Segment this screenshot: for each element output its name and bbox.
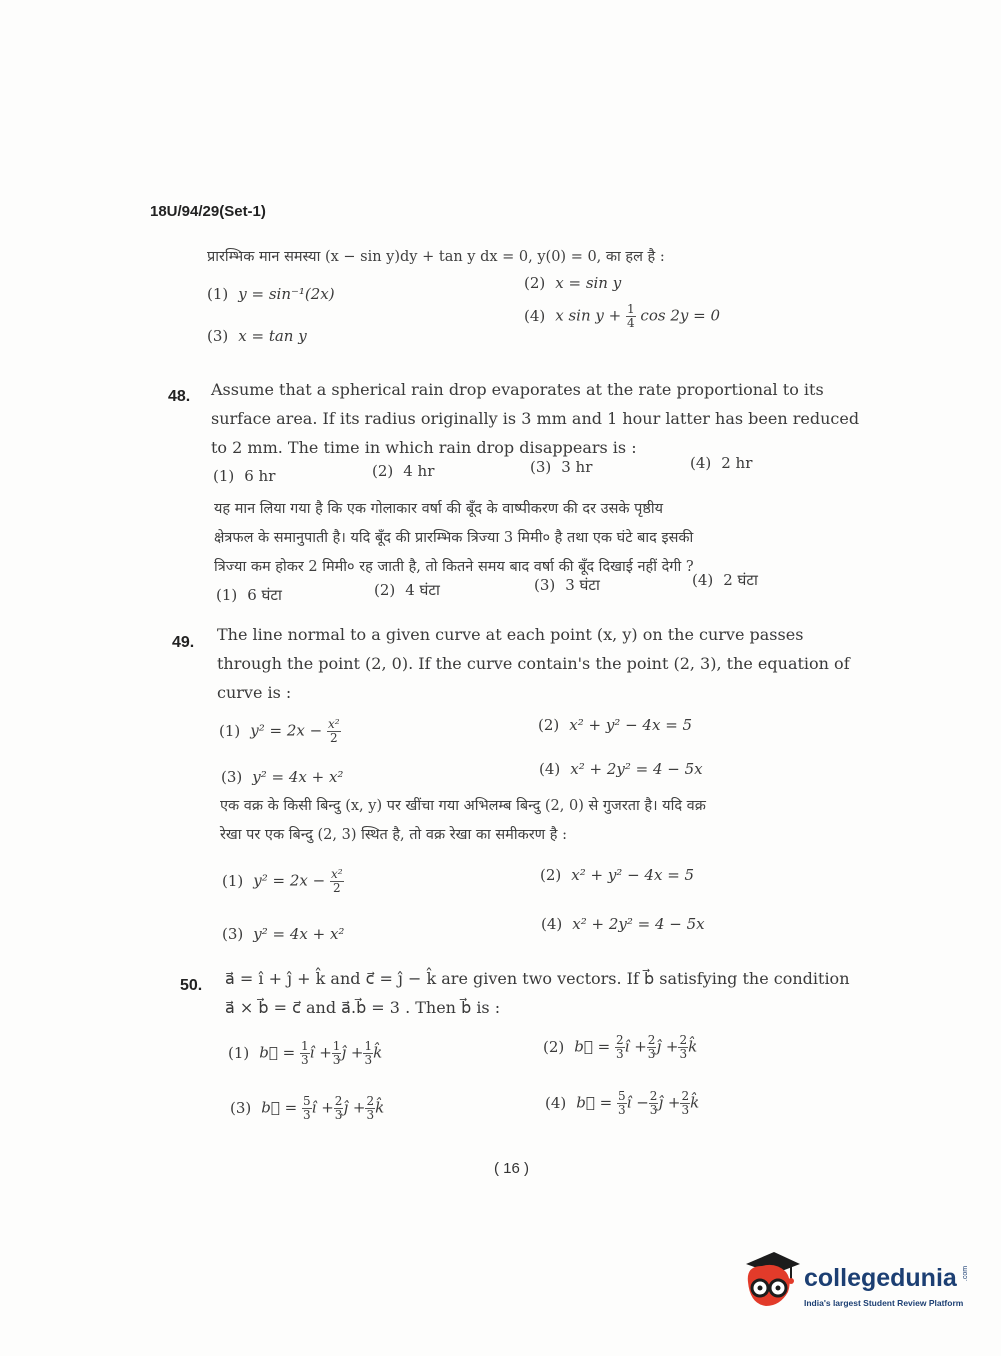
fraction: $\frac{1}{4}$ (627, 302, 635, 330)
q50-option-2: (2) b⃗ = $\frac{2}{3}$ î + $\frac{2}{3}$ ĵ + $\frac{2}{3}$ k̂ (543, 1033, 698, 1061)
logo-tagline: India's largest Student Review Platform (804, 1298, 964, 1308)
q49-option-3: (3) y² = 4x + x² (221, 768, 344, 786)
mascot-icon (740, 1248, 802, 1314)
q47-option-3: (3) x = tan y (207, 327, 307, 345)
page-number: ( 16 ) (494, 1160, 530, 1177)
q47-option-4: (4) x sin y + $\frac{1}{4}$ cos 2y = 0 (524, 302, 720, 330)
logo-wordmark: collegedunia (804, 1264, 957, 1292)
q50-option-4: (4) b⃗ = $\frac{5}{3}$ î − $\frac{2}{3}$ ĵ + $\frac{2}{3}$ k̂ (545, 1089, 700, 1117)
q49-hindi-option-3: (3) y² = 4x + x² (222, 925, 345, 943)
q49-option-2: (2) x² + y² − 4x = 5 (538, 716, 693, 734)
q49-stem: The line normal to a given curve at each point (x, y) on the curve passes through the point (2, 0). If the curve contain's the point (2, 3), the equation of curve is : (217, 625, 850, 702)
q49-number: 49. (172, 634, 195, 651)
q48-hindi-option-2: (2) 4 घंटा (374, 581, 440, 599)
paper-code: 18U/94/29(Set-1) (150, 203, 266, 220)
q48-hindi-option-3: (3) 3 घंटा (534, 576, 600, 594)
q48-option-2: (2) 4 hr (372, 462, 435, 480)
q48-hindi-stem: यह मान लिया गया है कि एक गोलाकार वर्षा की बूँद के वाष्पीकरण की दर उसके पृष्ठीय क्षेत्रफल के समानुपाती है। यदि बूँद की प्रारम्भिक त्रिज्या 3 मिमी० है तथा एक घंटे बाद इसकी त्रिज्या कम होकर 2 मिमी० रह जाती है, तो कितने समय बाद वर्षा की बूँद दिखाई नहीं देगी ? (214, 501, 694, 575)
q47-stem-hindi: प्रारम्भिक मान समस्या (x − sin y)dy + tan y dx = 0, y(0) = 0, का हल है : (207, 249, 665, 265)
q49-hindi-option-4: (4) x² + 2y² = 4 − 5x (541, 915, 705, 933)
q48-number: 48. (168, 388, 191, 405)
q48-option-4: (4) 2 hr (690, 454, 753, 472)
q49-hindi-stem: एक वक्र के किसी बिन्दु (x, y) पर खींचा गया अभिलम्ब बिन्दु (2, 0) से गुजरता है। यदि वक्र रेखा पर एक बिन्दु (2, 3) स्थित है, तो वक्र रेखा का समीकरण है : (220, 798, 706, 843)
collegedunia-logo (740, 1248, 970, 1318)
q47-option-1: (1) y = sin⁻¹(2x) (207, 285, 335, 303)
q49-option-4: (4) x² + 2y² = 4 − 5x (539, 760, 703, 778)
q48-hindi-option-1: (1) 6 घंटा (216, 586, 282, 604)
q49-hindi-option-2: (2) x² + y² − 4x = 5 (540, 866, 695, 884)
q48-option-3: (3) 3 hr (530, 458, 593, 476)
q48-stem: Assume that a spherical rain drop evaporates at the rate proportional to its surface area. If its radius originally is 3 mm and 1 hour latter has been reduced to 2 mm. The time in which rain drop disappears is : (211, 380, 860, 457)
q50-option-3: (3) b⃗ = $\frac{5}{3}$ î + $\frac{2}{3}$ ĵ + $\frac{2}{3}$ k̂ (230, 1094, 385, 1122)
q49-hindi-option-1: (1) y² = 2x − $\frac{\text{x²}}{2}$ (222, 867, 343, 895)
q50-option-1: (1) b⃗ = $\frac{1}{3}$ î + $\frac{1}{3}$ ĵ + $\frac{1}{3}$ k̂ (228, 1039, 383, 1067)
q50-number: 50. (180, 977, 203, 994)
q48-option-1: (1) 6 hr (213, 467, 276, 485)
q49-option-1: (1) y² = 2x − $\frac{\text{x²}}{2}$ (219, 717, 340, 745)
q47-option-2: (2) x = sin y (524, 274, 622, 292)
logo-com: .com (962, 1265, 970, 1282)
q50-stem: a⃗ = î + ĵ + k̂ and c⃗ = ĵ − k̂ are given two vectors. If b⃗ satisfying the condition a⃗ × b⃗ = c⃗ and a⃗.b⃗ = 3 . Then b⃗ is : (225, 969, 850, 1017)
q48-hindi-option-4: (4) 2 घंटा (692, 571, 758, 589)
